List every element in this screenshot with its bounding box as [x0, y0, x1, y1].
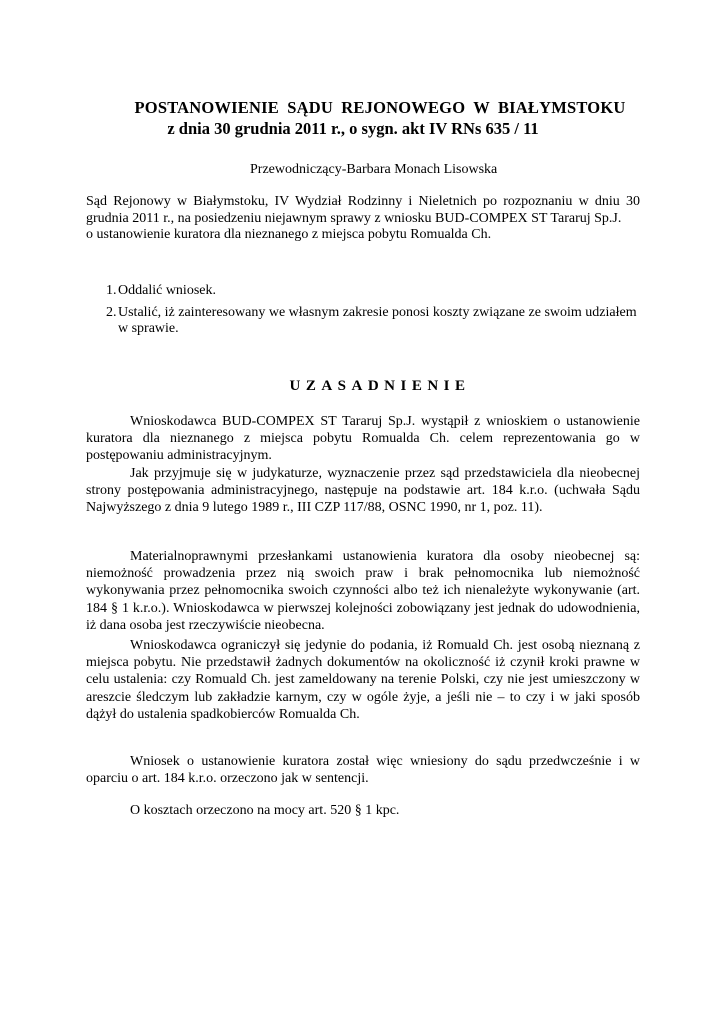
justification-paragraph: Jak przyjmuje się w judykaturze, wyznaczenie przez sąd przedstawiciela dla nieobecnej strony postępowania administracyjnego, następuje na podstawie art. 184 k.r.o. (uchwała Sądu Najwyższego z dnia 9 lutego 1989 r., III CZP 117/88, OSNC 1990, nr 1, poz. 11). [86, 465, 640, 516]
justification-block-3 [86, 637, 640, 723]
justification-block-5 [86, 802, 640, 819]
intro-subject: o ustanowienie kuratora dla nieznanego z miejsca pobytu Romualda Ch. [86, 227, 492, 243]
justification-paragraph: Wnioskodawca ograniczył się jedynie do podania, iż Romuald Ch. jest osobą nieznaną z miejsca pobytu. Nie przedstawił żadnych dokumentów na okoliczność iż czynił kroki prawne w celu ustalenia: czy Romuald Ch. jest zameldowany na terenie Polski, czy nie jest umieszczony w areszcie śledczym lub zakładzie karnym, czy w ogóle żyje, a jeśli nie – to czy i w jaki sposób dążył do ustalenia spadkobierców Romualda Ch. [86, 638, 640, 722]
intro-paragraph: Sąd Rejonowy w Białymstoku, IV Wydział Rodzinny i Nieletnich po rozpoznaniu w dniu 30 grudnia 2011 r., na posiedzeniu niejawnym sprawy z wniosku BUD-COMPEX ST Tararuj Sp.J. [86, 194, 640, 226]
ruling-text: Oddalić wniosek. [118, 283, 216, 298]
justification-block-1 [86, 413, 640, 516]
ruling-item [86, 283, 640, 300]
ruling-text: Ustalić, iż zainteresowany we własnym zakresie ponosi koszty związane ze swoim udziałem w sprawie. [118, 304, 637, 337]
justification-block-2 [86, 548, 640, 634]
justification-paragraph: O kosztach orzeczono na mocy art. 520 § 1 kpc. [130, 803, 400, 818]
justification-heading: UZASADNIENIE [289, 378, 471, 394]
ruling-list [86, 283, 640, 343]
justification-paragraph: Wnioskodawca BUD-COMPEX ST Tararuj Sp.J. wystąpił z wnioskiem o ustanowienie kuratora dla nieznanego z miejsca pobytu Romualda Ch. celem reprezentowania go w postępowaniu administracyjnym. [86, 414, 640, 464]
ruling-number: 1. [106, 283, 117, 298]
justification-paragraph: Wniosek o ustanowienie kuratora został więc wniesiony do sądu przedwcześnie i w oparciu o art. 184 k.r.o. orzeczono jak w sentencji. [86, 754, 640, 787]
intro-section [86, 194, 640, 244]
document-title: POSTANOWIENIE SĄDU REJONOWEGO W BIAŁYMSTOKU [134, 98, 626, 117]
presiding-judge: Przewodniczący-Barbara Monach Lisowska [250, 162, 498, 177]
ruling-number: 2. [106, 304, 117, 320]
ruling-item [86, 305, 640, 338]
document-subtitle: z dnia 30 grudnia 2011 r., o sygn. akt IV RNs 635 / 11 [167, 119, 539, 138]
justification-block-4 [86, 753, 640, 787]
justification-paragraph: Materialnoprawnymi przesłankami ustanowienia kuratora dla osoby nieobecnej są: niemożność prowadzenia przez nią swoich praw i brak pełnomocnika lub niemożność wykonywania przez pełnomocnika swoich czynności albo też ich nienależyte wykonywanie (art. 184 § 1 k.r.o.). Wnioskodawca w pierwszej kolejności zobowiązany jest jednak do udowodnienia, iż dana osoba jest rzeczywiście nieobecna. [86, 549, 640, 633]
